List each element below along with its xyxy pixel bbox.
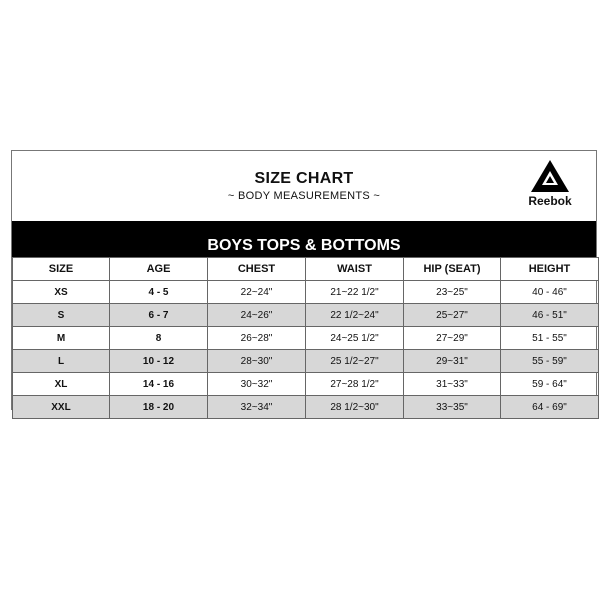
cell-age: 6 - 7 xyxy=(110,304,208,327)
cell-chest: 28~30" xyxy=(208,350,306,373)
cell-height: 64 - 69" xyxy=(501,396,599,419)
cell-size: XXL xyxy=(13,396,110,419)
size-table xyxy=(12,257,599,419)
cell-height: 46 - 51" xyxy=(501,304,599,327)
cell-waist: 25 1/2~27" xyxy=(306,350,404,373)
column-header-age: AGE xyxy=(110,258,208,281)
column-header-size: SIZE xyxy=(13,258,110,281)
cell-hip: 31~33" xyxy=(404,373,501,396)
chart-title: SIZE CHART xyxy=(254,170,354,187)
delta-logo-icon xyxy=(530,159,570,193)
cell-chest: 32~34" xyxy=(208,396,306,419)
cell-waist: 28 1/2~30" xyxy=(306,396,404,419)
table-header-row xyxy=(13,258,599,281)
cell-waist: 22 1/2~24" xyxy=(306,304,404,327)
cell-height: 59 - 64" xyxy=(501,373,599,396)
brand-name: Reebok xyxy=(528,194,572,208)
chart-header xyxy=(12,151,596,221)
cell-age: 4 - 5 xyxy=(110,281,208,304)
cell-height: 51 - 55" xyxy=(501,327,599,350)
cell-size: XS xyxy=(13,281,110,304)
cell-age: 8 xyxy=(110,327,208,350)
column-header-chest: CHEST xyxy=(208,258,306,281)
cell-chest: 26~28" xyxy=(208,327,306,350)
cell-age: 10 - 12 xyxy=(110,350,208,373)
chart-subtitle: ~ BODY MEASUREMENTS ~ xyxy=(227,190,381,202)
cell-height: 55 - 59" xyxy=(501,350,599,373)
cell-size: XL xyxy=(13,373,110,396)
cell-age: 18 - 20 xyxy=(110,396,208,419)
cell-waist: 21~22 1/2" xyxy=(306,281,404,304)
cell-waist: 24~25 1/2" xyxy=(306,327,404,350)
cell-hip: 27~29" xyxy=(404,327,501,350)
table-row xyxy=(13,373,599,396)
cell-size: M xyxy=(13,327,110,350)
table-row xyxy=(13,304,599,327)
brand-logo xyxy=(524,159,576,208)
column-header-waist: WAIST xyxy=(306,258,404,281)
column-header-height: HEIGHT xyxy=(501,258,599,281)
cell-hip: 29~31" xyxy=(404,350,501,373)
cell-chest: 22~24" xyxy=(208,281,306,304)
cell-chest: 30~32" xyxy=(208,373,306,396)
cell-hip: 23~25" xyxy=(404,281,501,304)
cell-size: L xyxy=(13,350,110,373)
table-row xyxy=(13,327,599,350)
cell-waist: 27~28 1/2" xyxy=(306,373,404,396)
table-row xyxy=(13,350,599,373)
cell-height: 40 - 46" xyxy=(501,281,599,304)
cell-size: S xyxy=(13,304,110,327)
column-header-hip: HIP (SEAT) xyxy=(404,258,501,281)
size-chart xyxy=(11,150,597,413)
section-title: BOYS TOPS & BOTTOMS xyxy=(12,221,596,257)
cell-hip: 25~27" xyxy=(404,304,501,327)
table-row xyxy=(13,281,599,304)
table-row xyxy=(13,396,599,419)
cell-hip: 33~35" xyxy=(404,396,501,419)
cell-age: 14 - 16 xyxy=(110,373,208,396)
cell-chest: 24~26" xyxy=(208,304,306,327)
